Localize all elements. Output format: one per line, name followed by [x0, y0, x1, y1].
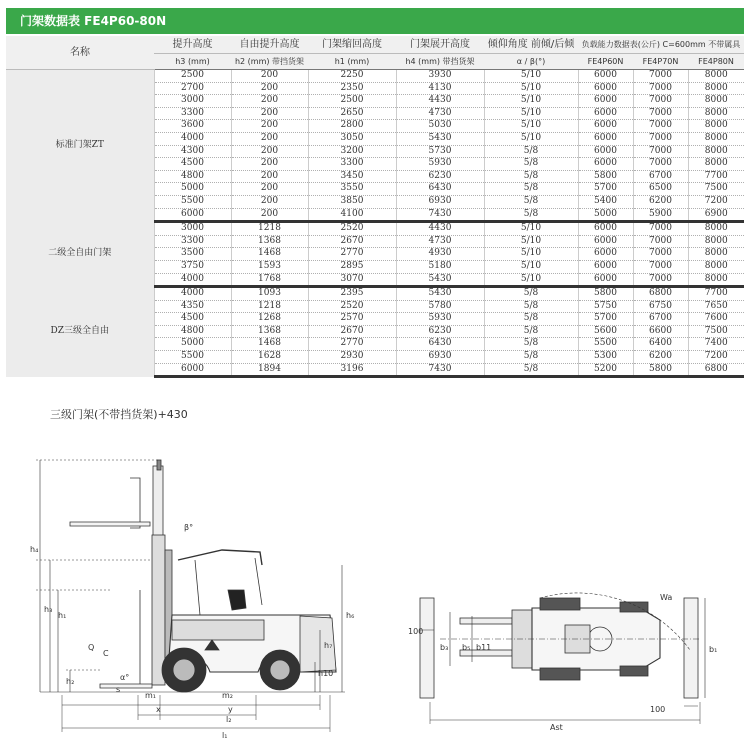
table-cell: 2770 [308, 248, 396, 261]
model-fe4p70n: FE4P70N [633, 54, 688, 70]
table-cell: 4130 [396, 82, 484, 95]
group-name: 标准门架ZT [6, 70, 154, 222]
table-cell: 6800 [688, 363, 744, 377]
table-cell: 5/10 [484, 70, 578, 83]
table-cell: 7700 [688, 170, 744, 183]
table-cell: 4000 [154, 273, 231, 287]
table-cell: 6800 [633, 287, 688, 301]
table-cell: 2800 [308, 120, 396, 133]
unit-extended: h4 (mm) 带挡货架 [396, 54, 484, 70]
table-cell: 7000 [633, 95, 688, 108]
table-cell: 6750 [633, 300, 688, 313]
label-s: s [116, 685, 121, 694]
label-100-left: 100 [408, 627, 424, 636]
table-cell: 5730 [396, 145, 484, 158]
table-cell: 7430 [396, 208, 484, 222]
table-cell: 6000 [578, 120, 633, 133]
unit-lift: h3 (mm) [154, 54, 231, 70]
table-cell: 3850 [308, 195, 396, 208]
table-row [6, 222, 744, 236]
table-cell: 6000 [578, 273, 633, 287]
table-cell: 3196 [308, 363, 396, 377]
table-cell: 4800 [154, 325, 231, 338]
table-cell: 8000 [688, 222, 744, 236]
table-cell: 5/10 [484, 132, 578, 145]
table-cell: 5180 [396, 260, 484, 273]
table-cell: 5/8 [484, 300, 578, 313]
label-m2: m₂ [222, 691, 233, 700]
table-cell: 5/10 [484, 120, 578, 133]
table-cell: 5430 [396, 287, 484, 301]
table-cell: 2520 [308, 222, 396, 236]
side-view [36, 460, 345, 732]
table-cell: 200 [231, 107, 308, 120]
table-cell: 2670 [308, 235, 396, 248]
table-cell: 8000 [688, 120, 744, 133]
table-cell: 4300 [154, 145, 231, 158]
table-cell: 200 [231, 132, 308, 145]
table-cell: 8000 [688, 70, 744, 83]
label-l2: l₂ [226, 715, 232, 724]
table-cell: 200 [231, 183, 308, 196]
table-cell: 2500 [308, 95, 396, 108]
table-cell: 2500 [154, 70, 231, 83]
table-cell: 2520 [308, 300, 396, 313]
table-cell: 5900 [633, 208, 688, 222]
label-b3: b₃ [440, 643, 449, 652]
table-cell: 6000 [578, 248, 633, 261]
table-cell: 7000 [633, 70, 688, 83]
table-cell: 5000 [154, 183, 231, 196]
table-cell: 5/8 [484, 183, 578, 196]
table-cell: 6400 [633, 338, 688, 351]
table-cell: 6200 [633, 351, 688, 364]
table-cell: 5/8 [484, 287, 578, 301]
label-100-bottom: 100 [650, 705, 666, 714]
forklift-dimension-drawings [0, 440, 750, 740]
table-cell: 5000 [578, 208, 633, 222]
table-cell: 6000 [578, 260, 633, 273]
table-cell: 6230 [396, 170, 484, 183]
table-cell: 5/8 [484, 208, 578, 222]
table-cell: 5/10 [484, 273, 578, 287]
table-cell: 5500 [154, 195, 231, 208]
col-lift: 提升高度 [154, 36, 231, 54]
table-cell: 3450 [308, 170, 396, 183]
table-cell: 7200 [688, 351, 744, 364]
table-cell: 5500 [154, 351, 231, 364]
table-cell: 7500 [688, 183, 744, 196]
table-cell: 8000 [688, 248, 744, 261]
table-cell: 5/10 [484, 95, 578, 108]
note-text: 三级门架(不带挡货架)+430 [50, 408, 188, 421]
table-cell: 5200 [578, 363, 633, 377]
model-fe4p60n: FE4P60N [578, 54, 633, 70]
group-name: DZ三级全自由 [6, 287, 154, 377]
table-cell: 5800 [633, 363, 688, 377]
table-cell: 1368 [231, 325, 308, 338]
table-cell: 7430 [396, 363, 484, 377]
unit-lowered: h1 (mm) [308, 54, 396, 70]
table-cell: 200 [231, 145, 308, 158]
table-cell: 2930 [308, 351, 396, 364]
table-row [6, 287, 744, 301]
table-cell: 2650 [308, 107, 396, 120]
mast-data-table [6, 36, 744, 378]
table-body [6, 70, 744, 377]
table-cell: 6000 [154, 363, 231, 377]
table-cell: 1218 [231, 300, 308, 313]
label-h3: h₃ [44, 605, 53, 614]
table-cell: 5/8 [484, 145, 578, 158]
table-cell: 200 [231, 195, 308, 208]
table-cell: 6000 [154, 208, 231, 222]
table-cell: 7000 [633, 235, 688, 248]
group-name: 二级全自由门架 [6, 222, 154, 287]
label-alpha: α° [120, 673, 130, 682]
table-cell: 4500 [154, 158, 231, 171]
table-cell: 5/10 [484, 107, 578, 120]
col-capacity: 负载能力数据表(公斤) C=600mm 不带属具 [578, 36, 744, 54]
table-cell: 200 [231, 82, 308, 95]
label-beta: β° [184, 523, 194, 532]
table-cell: 7000 [633, 260, 688, 273]
col-extended: 门架展开高度 [396, 36, 484, 54]
table-cell: 5780 [396, 300, 484, 313]
table-cell: 1218 [231, 222, 308, 236]
table-cell: 5/8 [484, 158, 578, 171]
table-cell: 4730 [396, 235, 484, 248]
table-cell: 6000 [578, 70, 633, 83]
model-fe4p80n: FE4P80N [688, 54, 744, 70]
table-cell: 3000 [154, 222, 231, 236]
table-cell: 3070 [308, 273, 396, 287]
table-cell: 5/8 [484, 325, 578, 338]
col-lowered: 门架缩回高度 [308, 36, 396, 54]
table-cell: 7400 [688, 338, 744, 351]
table-cell: 6700 [633, 313, 688, 326]
table-cell: 7000 [633, 107, 688, 120]
table-cell: 5600 [578, 325, 633, 338]
table-cell: 4430 [396, 222, 484, 236]
table-cell: 6230 [396, 325, 484, 338]
col-name: 名称 [6, 36, 154, 70]
label-l1: l₁ [222, 731, 228, 740]
table-cell: 7000 [633, 248, 688, 261]
table-cell: 5/10 [484, 235, 578, 248]
label-ast: Ast [550, 723, 563, 732]
table-cell: 5800 [578, 287, 633, 301]
table-cell: 3600 [154, 120, 231, 133]
table-cell: 7000 [633, 82, 688, 95]
table-cell: 2895 [308, 260, 396, 273]
table-title-bar [6, 8, 744, 34]
table-cell: 5750 [578, 300, 633, 313]
table-cell: 5/8 [484, 363, 578, 377]
table-cell: 7000 [633, 145, 688, 158]
table-cell: 1894 [231, 363, 308, 377]
table-cell: 3050 [308, 132, 396, 145]
table-cell: 6000 [578, 235, 633, 248]
table-cell: 5700 [578, 183, 633, 196]
table-cell: 7200 [688, 195, 744, 208]
table-cell: 2700 [154, 82, 231, 95]
table-cell: 5/10 [484, 82, 578, 95]
table-cell: 6000 [578, 132, 633, 145]
table-cell: 3550 [308, 183, 396, 196]
table-cell: 1768 [231, 273, 308, 287]
label-h7: h₇ [324, 641, 333, 650]
table-cell: 200 [231, 170, 308, 183]
table-cell: 7000 [633, 158, 688, 171]
label-b5: b₅ [462, 643, 471, 652]
table-cell: 3300 [154, 235, 231, 248]
table-cell: 7000 [633, 273, 688, 287]
label-wa: Wa [660, 593, 673, 602]
table-cell: 4800 [154, 170, 231, 183]
table-cell: 6000 [578, 158, 633, 171]
table-cell: 6600 [633, 325, 688, 338]
table-cell: 5/8 [484, 195, 578, 208]
table-cell: 6000 [578, 95, 633, 108]
table-cell: 7700 [688, 287, 744, 301]
table-cell: 1268 [231, 313, 308, 326]
table-cell: 2670 [308, 325, 396, 338]
table-cell: 1593 [231, 260, 308, 273]
table-cell: 4730 [396, 107, 484, 120]
table-cell: 5700 [578, 313, 633, 326]
table-cell: 7500 [688, 325, 744, 338]
table-cell: 7000 [633, 120, 688, 133]
table-cell: 3930 [396, 70, 484, 83]
table-cell: 2395 [308, 287, 396, 301]
label-h6: h₆ [346, 611, 355, 620]
label-b1: b₁ [709, 645, 718, 654]
label-h1: h₁ [58, 611, 67, 620]
table-cell: 5/10 [484, 260, 578, 273]
table-cell: 5/8 [484, 313, 578, 326]
label-h4: h₄ [30, 545, 39, 554]
table-cell: 200 [231, 120, 308, 133]
table-cell: 8000 [688, 132, 744, 145]
table-cell: 4430 [396, 95, 484, 108]
table-cell: 4000 [154, 287, 231, 301]
table-cell: 6430 [396, 183, 484, 196]
table-cell: 5/8 [484, 170, 578, 183]
table-cell: 5/8 [484, 338, 578, 351]
table-cell: 8000 [688, 82, 744, 95]
table-cell: 3300 [308, 158, 396, 171]
table-cell: 200 [231, 208, 308, 222]
table-cell: 3500 [154, 248, 231, 261]
table-cell: 6900 [688, 208, 744, 222]
table-cell: 8000 [688, 260, 744, 273]
table-cell: 200 [231, 95, 308, 108]
table-cell: 5300 [578, 351, 633, 364]
unit-tilt: α / β(°) [484, 54, 578, 70]
label-m1: m₁ [145, 691, 156, 700]
table-cell: 8000 [688, 95, 744, 108]
table-cell: 8000 [688, 273, 744, 287]
table-cell: 6200 [633, 195, 688, 208]
table-cell: 2770 [308, 338, 396, 351]
table-cell: 1093 [231, 287, 308, 301]
table-cell: 4500 [154, 313, 231, 326]
unit-free-lift: h2 (mm) 带挡货架 [231, 54, 308, 70]
table-cell: 6930 [396, 351, 484, 364]
table-cell: 7000 [633, 222, 688, 236]
table-cell: 2250 [308, 70, 396, 83]
col-tilt: 倾仰角度 前倾/后倾 [484, 36, 578, 54]
table-title: 门架数据表 FE4P60-80N [20, 14, 167, 28]
table-cell: 4930 [396, 248, 484, 261]
table-cell: 6930 [396, 195, 484, 208]
label-q: Q [88, 643, 95, 652]
table-cell: 4350 [154, 300, 231, 313]
table-cell: 5430 [396, 273, 484, 287]
table-cell: 7600 [688, 313, 744, 326]
table-cell: 3300 [154, 107, 231, 120]
table-cell: 200 [231, 158, 308, 171]
table-cell: 3000 [154, 95, 231, 108]
table-cell: 6700 [633, 170, 688, 183]
table-cell: 200 [231, 70, 308, 83]
table-cell: 6430 [396, 338, 484, 351]
table-cell: 3750 [154, 260, 231, 273]
label-c: C [103, 649, 109, 658]
table-cell: 5930 [396, 158, 484, 171]
table-cell: 5500 [578, 338, 633, 351]
table-cell: 3200 [308, 145, 396, 158]
table-cell: 2570 [308, 313, 396, 326]
label-h10: h10 [318, 669, 334, 678]
table-cell: 5030 [396, 120, 484, 133]
label-x: x [156, 705, 161, 714]
table-cell: 5800 [578, 170, 633, 183]
label-h2: h₂ [66, 677, 75, 686]
table-cell: 8000 [688, 145, 744, 158]
table-cell: 5/10 [484, 248, 578, 261]
table-cell: 5/8 [484, 351, 578, 364]
table-cell: 5/10 [484, 222, 578, 236]
table-cell: 8000 [688, 235, 744, 248]
table-cell: 6000 [578, 222, 633, 236]
table-cell: 1628 [231, 351, 308, 364]
table-cell: 8000 [688, 158, 744, 171]
table-cell: 7000 [633, 132, 688, 145]
table-cell: 1368 [231, 235, 308, 248]
table-cell: 6000 [578, 145, 633, 158]
table-cell: 7650 [688, 300, 744, 313]
label-b11: b11 [476, 643, 492, 652]
table-cell: 6500 [633, 183, 688, 196]
table-cell: 5400 [578, 195, 633, 208]
col-free-lift: 自由提升高度 [231, 36, 308, 54]
table-cell: 1468 [231, 248, 308, 261]
label-y: y [228, 705, 233, 714]
table-cell: 5430 [396, 132, 484, 145]
table-cell: 6000 [578, 107, 633, 120]
table-cell: 6000 [578, 82, 633, 95]
table-cell: 5930 [396, 313, 484, 326]
table-cell: 1468 [231, 338, 308, 351]
table-cell: 4000 [154, 132, 231, 145]
table-cell: 5000 [154, 338, 231, 351]
table-row [6, 70, 744, 83]
table-cell: 4100 [308, 208, 396, 222]
table-cell: 8000 [688, 107, 744, 120]
table-cell: 2350 [308, 82, 396, 95]
